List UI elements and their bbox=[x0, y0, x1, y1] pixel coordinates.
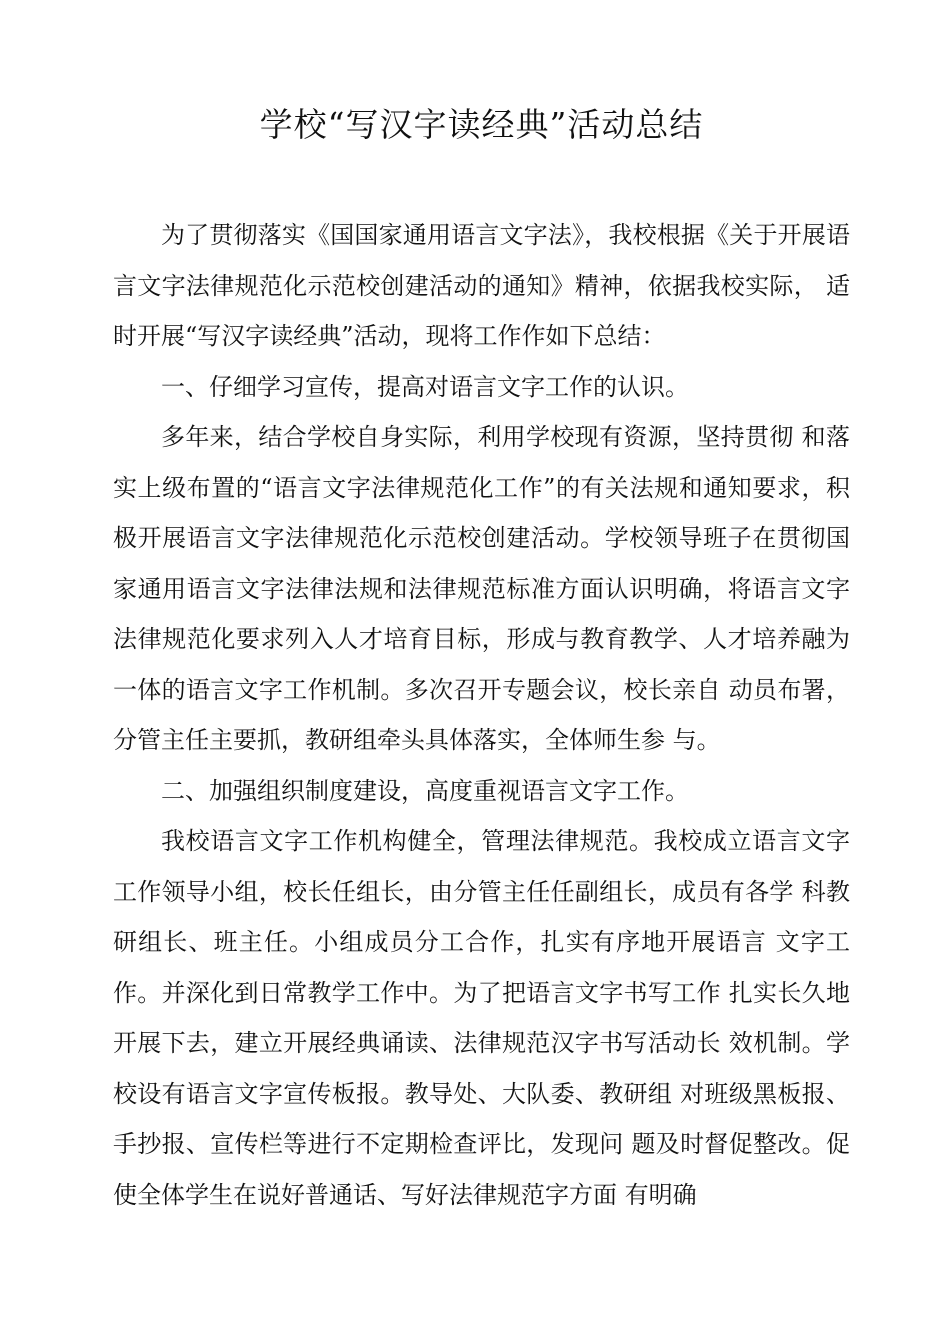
paragraph-section-1: 多年来，结合学校自身实际，利用学校现有资源，坚持贯彻 和落实上级布置的“语言文字法律规范化工作”的有关法规和通知要求，积极开展语言文字法律规范化示范校创建活动。学校领导班子在贯彻国家通用语言文字法律法规和法律规范标准方面认识明确，将语言文字法律规范化要求列入人才培育目标，形成与教育教学、人才培养融为一体的语言文字工作机制。多次召开专题会议，校长亲自 动员布署，分管主任主要抓，教研组牵头具体落实，全体师生参 与。 bbox=[113, 423, 850, 754]
paragraph-intro: 为了贯彻落实《国国家通用语言文字法》，我校根据《关于开展语言文字法律规范化示范校创建活动的通知》精神，依据我校实际， 适时开展“写汉字读经典”活动，现将工作作如下总结： bbox=[113, 221, 850, 350]
paragraph-section-2: 我校语言文字工作机构健全，管理法律规范。我校成立语言文字工作领导小组，校长任组长，由分管主任任副组长，成员有各学 科教研组长、班主任。小组成员分工合作，扎实有序地开展语言 文字工作。并深化到日常教学工作中。为了把语言文字书写工作 扎实长久地开展下去，建立开展经典诵读、法律规范汉字书写活动长 效机制。学校设有语言文字宣传板报。教导处、大队委、教研组 对班级黑板报、手抄报、宣传栏等进行不定期检查评比，发现问 题及时督促整改。促使全体学生在说好普通话、写好法律规范字方面 有明确 bbox=[113, 827, 850, 1209]
document-body bbox=[113, 210, 850, 1220]
document-title: 学校“写汉字读经典”活动总结 bbox=[259, 105, 704, 144]
section-heading-2: 二、加强组织制度建设，高度重视语言文字工作。 bbox=[161, 776, 689, 805]
section-heading-1: 一、仔细学习宣传，提高对语言文字工作的认识。 bbox=[161, 372, 689, 401]
